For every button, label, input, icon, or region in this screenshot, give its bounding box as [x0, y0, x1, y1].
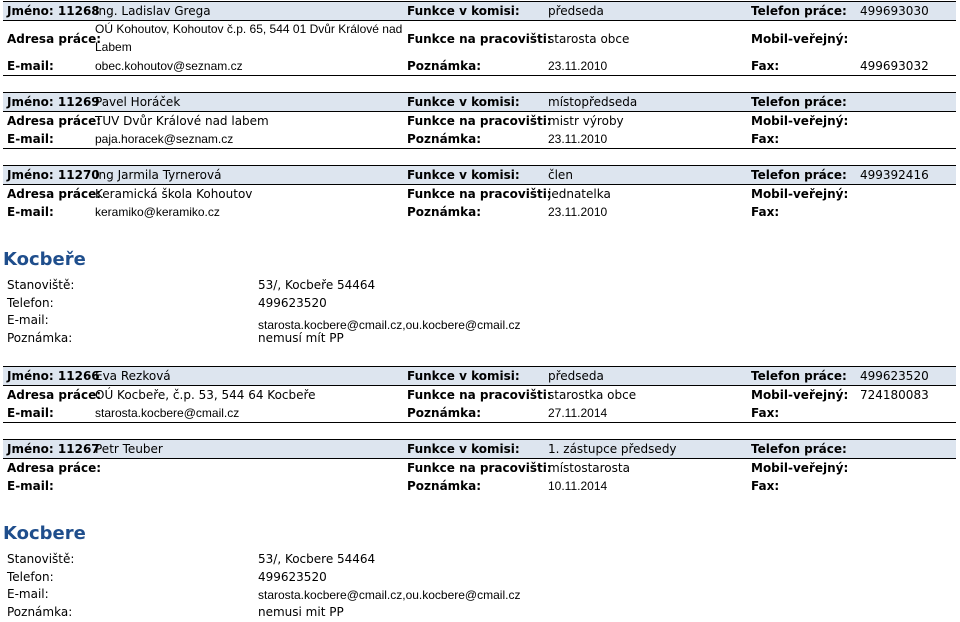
info-row-poznamka	[7, 605, 607, 622]
telefon-prace-label: Telefon práce:	[751, 95, 847, 109]
member-name: Petr Teuber	[95, 442, 163, 456]
email-value: paja.horacek@seznam.cz	[95, 132, 233, 146]
mobil-label: Mobil-veřejný:	[751, 187, 848, 201]
jmeno-label: Jméno: 11270	[7, 168, 100, 182]
jmeno-label: Jméno: 11268	[7, 4, 100, 18]
email-label: E-mail:	[7, 132, 54, 146]
telefon-prace-value: 499693030	[860, 4, 929, 18]
member-address-row	[3, 185, 956, 203]
funkce-pracoviste-value: místostarosta	[548, 461, 630, 475]
funkce-pracoviste-label: Funkce na pracovišti:	[407, 32, 552, 46]
fax-label: Fax:	[751, 132, 779, 146]
email-label: E-mail:	[7, 587, 49, 601]
funkce-komise-label: Funkce v komisi:	[407, 95, 520, 109]
member-address-row	[3, 21, 956, 57]
poznamka-value: nemusi mit PP	[258, 605, 344, 619]
adresa-label: Adresa práce:	[7, 32, 101, 46]
mobil-label: Mobil-veřejný:	[751, 461, 848, 475]
fax-value: 499693032	[860, 59, 929, 73]
poznamka-label: Poznámka:	[7, 605, 72, 619]
info-row-poznamka	[7, 331, 607, 349]
member-address-row	[3, 112, 956, 130]
telefon-prace-label: Telefon práce:	[751, 168, 847, 182]
poznamka-value: 23.11.2010	[548, 59, 607, 73]
info-row-telefon	[7, 296, 607, 314]
email-value: keramiko@keramiko.cz	[95, 205, 220, 219]
poznamka-label: Poznámka:	[407, 132, 481, 146]
telefon-prace-value: 499392416	[860, 168, 929, 182]
member-card-11267	[3, 439, 956, 495]
poznamka-value: 27.11.2014	[548, 406, 607, 420]
member-email-row	[3, 203, 956, 221]
adresa-label: Adresa práce:	[7, 114, 101, 128]
mobil-label: Mobil-veřejný:	[751, 388, 848, 402]
info-row-telefon	[7, 570, 607, 588]
poznamka-value: 23.11.2010	[548, 205, 607, 219]
member-name: Ing Jarmila Tyrnerová	[95, 168, 221, 182]
member-header-row	[3, 165, 956, 185]
funkce-pracoviste-label: Funkce na pracovišti:	[407, 388, 552, 402]
jmeno-label: Jméno: 11269	[7, 95, 100, 109]
info-row-email	[7, 587, 607, 605]
fax-label: Fax:	[751, 479, 779, 493]
funkce-pracoviste-value: starostka obce	[548, 388, 636, 402]
funkce-komise-value: člen	[548, 168, 573, 182]
address-line-1: TUV Dvůr Králové nad labem	[95, 114, 269, 128]
member-name: Eva Rezková	[95, 369, 171, 383]
poznamka-label: Poznámka:	[407, 59, 481, 73]
poznamka-label: Poznámka:	[407, 479, 481, 493]
poznamka-value: nemusí mít PP	[258, 331, 344, 345]
adresa-label: Adresa práce:	[7, 187, 101, 201]
funkce-pracoviste-value: mistr výroby	[548, 114, 624, 128]
card-bottom-rule	[3, 148, 956, 149]
funkce-komise-label: Funkce v komisi:	[407, 369, 520, 383]
funkce-pracoviste-label: Funkce na pracovišti:	[407, 461, 552, 475]
email-label: E-mail:	[7, 205, 54, 219]
member-name: Pavel Horáček	[95, 95, 180, 109]
member-header-row	[3, 439, 956, 459]
poznamka-label: Poznámka:	[407, 406, 481, 420]
poznamka-label: Poznámka:	[407, 205, 481, 219]
member-email-row	[3, 477, 956, 495]
stanoviste-value: 53/, Kocbeře 54464	[258, 278, 375, 292]
adresa-label: Adresa práce:	[7, 388, 101, 402]
member-email-row	[3, 130, 956, 148]
member-card-11270	[3, 165, 956, 221]
fax-label: Fax:	[751, 406, 779, 420]
member-card-11269	[3, 92, 956, 149]
telefon-prace-value: 499623520	[860, 369, 929, 383]
info-row-email	[7, 313, 607, 331]
funkce-pracoviste-label: Funkce na pracovišti:	[407, 114, 552, 128]
telefon-prace-label: Telefon práce:	[751, 442, 847, 456]
address-line-1: OÚ Kocbeře, č.p. 53, 544 64 Kocbeře	[95, 388, 316, 402]
address-line-1: OÚ Kohoutov, Kohoutov č.p. 65, 544 01 Dvůr Králové nad	[95, 22, 402, 36]
funkce-komise-value: předseda	[548, 369, 604, 383]
telefon-value: 499623520	[258, 570, 327, 584]
mobil-value: 724180083	[860, 388, 929, 402]
jmeno-label: Jméno: 11266	[7, 369, 100, 383]
telefon-label: Telefon:	[7, 570, 54, 584]
email-value: obec.kohoutov@seznam.cz	[95, 59, 243, 73]
adresa-label: Adresa práce:	[7, 461, 101, 475]
member-email-row	[3, 57, 956, 75]
funkce-pracoviste-label: Funkce na pracovišti:	[407, 187, 552, 201]
telefon-prace-label: Telefon práce:	[751, 369, 847, 383]
member-address-row	[3, 386, 956, 404]
card-bottom-rule	[3, 75, 956, 76]
address-line-2: Labem	[95, 40, 132, 54]
stanoviste-value: 53/, Kocbere 54464	[258, 552, 375, 566]
email-label: E-mail:	[7, 406, 54, 420]
email-value: starosta.kocbere@cmail.cz,ou.kocbere@cmail.cz	[258, 588, 520, 602]
info-row-stanoviste	[7, 552, 607, 570]
funkce-komise-label: Funkce v komisi:	[407, 4, 520, 18]
member-header-row	[3, 92, 956, 112]
funkce-komise-value: 1. zástupce předsedy	[548, 442, 677, 456]
funkce-pracoviste-value: starosta obce	[548, 32, 629, 46]
fax-label: Fax:	[751, 205, 779, 219]
poznamka-value: 10.11.2014	[548, 479, 607, 493]
address-line-1: Keramická škola Kohoutov	[95, 187, 252, 201]
member-card-11266	[3, 366, 956, 423]
card-bottom-rule	[3, 422, 956, 423]
poznamka-value: 23.11.2010	[548, 132, 607, 146]
stanoviste-label: Stanoviště:	[7, 278, 74, 292]
member-header-row	[3, 1, 956, 21]
member-card-11268	[3, 1, 956, 76]
stanoviste-label: Stanoviště:	[7, 552, 74, 566]
mobil-label: Mobil-veřejný:	[751, 114, 848, 128]
email-label: E-mail:	[7, 479, 54, 493]
member-header-row	[3, 366, 956, 386]
town-info	[7, 552, 607, 622]
town-heading: Kocbere	[3, 523, 86, 544]
funkce-komise-value: místopředseda	[548, 95, 637, 109]
email-label: E-mail:	[7, 59, 54, 73]
fax-label: Fax:	[751, 59, 779, 73]
jmeno-label: Jméno: 11267	[7, 442, 100, 456]
telefon-label: Telefon:	[7, 296, 54, 310]
town-info	[7, 278, 607, 348]
funkce-komise-value: předseda	[548, 4, 604, 18]
member-email-row	[3, 404, 956, 422]
funkce-komise-label: Funkce v komisi:	[407, 168, 520, 182]
funkce-pracoviste-value: jednatelka	[548, 187, 611, 201]
telefon-prace-label: Telefon práce:	[751, 4, 847, 18]
member-address-row	[3, 459, 956, 477]
email-label: E-mail:	[7, 313, 49, 327]
funkce-komise-label: Funkce v komisi:	[407, 442, 520, 456]
info-row-stanoviste	[7, 278, 607, 296]
member-name: Ing. Ladislav Grega	[95, 4, 211, 18]
email-value: starosta.kocbere@cmail.cz,ou.kocbere@cmail.cz	[258, 318, 520, 332]
mobil-label: Mobil-veřejný:	[751, 32, 848, 46]
email-value: starosta.kocbere@cmail.cz	[95, 406, 239, 420]
town-heading: Kocbeře	[3, 249, 86, 270]
telefon-value: 499623520	[258, 296, 327, 310]
poznamka-label: Poznámka:	[7, 331, 72, 345]
